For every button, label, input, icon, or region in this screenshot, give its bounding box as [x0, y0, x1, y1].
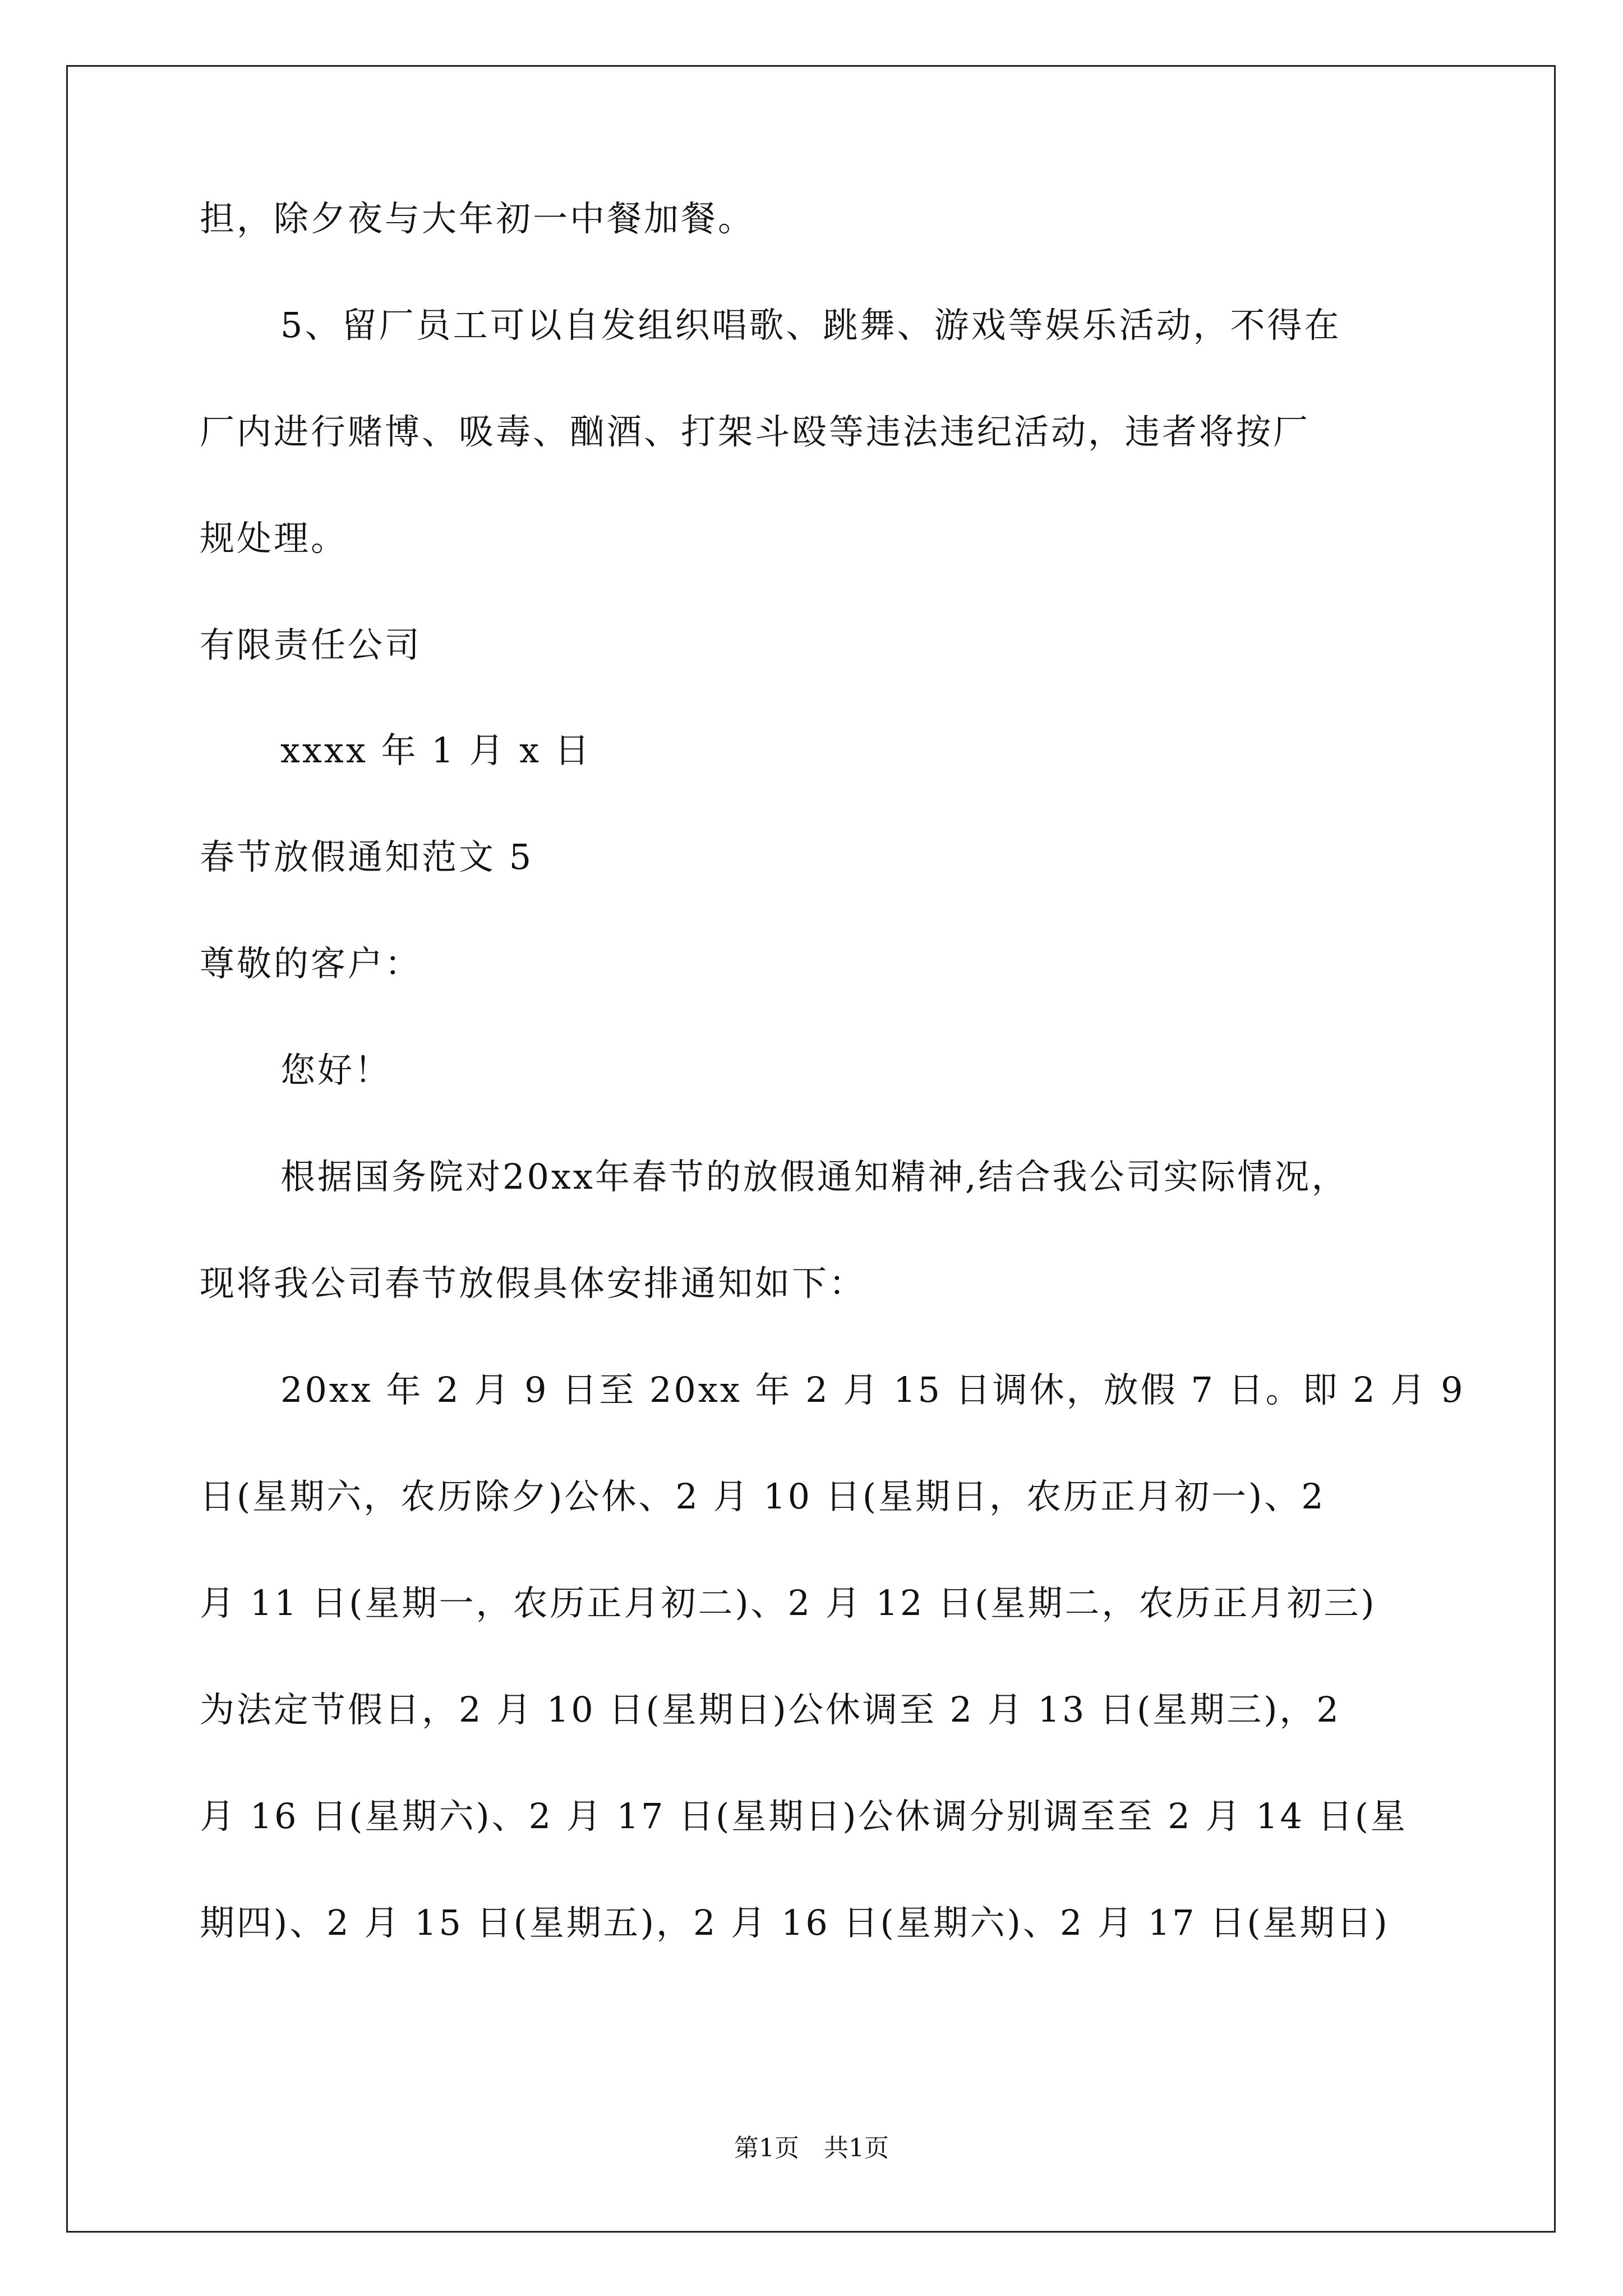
text-line: 日(星期六，农历除夕)公休、2 月 10 日(星期日，农历正月初一)、2 [200, 1476, 1326, 1517]
text-line: 厂内进行赌博、吸毒、酗酒、打架斗殴等违法违纪活动，违者将按厂 [200, 411, 1311, 452]
text-line: 现将我公司春节放假具体安排通知如下： [200, 1263, 866, 1304]
text-line: 为法定节假日，2 月 10 日(星期日)公休调至 2 月 13 日(星期三)，2 [200, 1689, 1341, 1730]
text-line: 期四)、2 月 15 日(星期五)，2 月 16 日(星期六)、2 月 17 日(星期日) [200, 1902, 1390, 1943]
salutation: 尊敬的客户： [200, 943, 422, 984]
text-line: 月 11 日(星期一，农历正月初二)、2 月 12 日(星期二，农历正月初三) [200, 1582, 1377, 1623]
date-line: xxxx 年 1 月 x 日 [280, 730, 592, 771]
text-line: 月 16 日(星期六)、2 月 17 日(星期日)公休调分别调至至 2 月 14 日(星 [200, 1796, 1408, 1837]
text-line: 20xx 年 2 月 9 日至 20xx 年 2 月 15 日调休，放假 7 日。即 2 月 9 [280, 1369, 1465, 1410]
greeting: 您好！ [280, 1050, 392, 1091]
text-line: 根据国务院对20xx年春节的放假通知精神,结合我公司实际情况， [280, 1156, 1349, 1197]
text-line: 5、留厂员工可以自发组织唱歌、跳舞、游戏等娱乐活动，不得在 [280, 305, 1341, 346]
company-name: 有限责任公司 [200, 624, 422, 665]
text-line: 担，除夕夜与大年初一中餐加餐。 [200, 198, 755, 239]
section-title: 春节放假通知范文 5 [200, 836, 534, 877]
page-footer: 第1页 共1页 [734, 2134, 889, 2162]
text-line: 规处理。 [200, 518, 348, 559]
